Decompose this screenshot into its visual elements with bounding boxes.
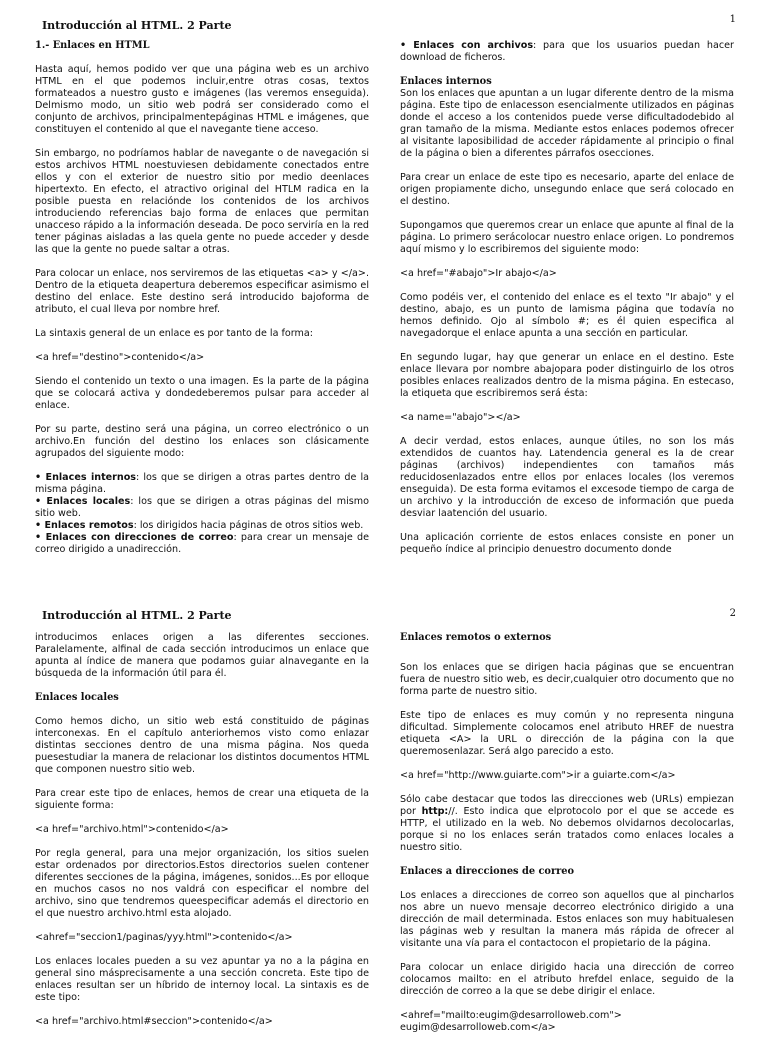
list-item-label: • Enlaces remotos [35,520,134,531]
paragraph: Por regla general, para una mejor organización, los sitios suelen estar ordenados por directorios.Estos directorios suelen contener diferentes secciones de la página, imágenes, sonidos...Es por elloque en muchos casos no nos valdrá con especificar el nombre del archivo, sino que tendremos queespecificar además el directorio en el que nuestro archivo.html esta alojado. [35,848,369,919]
code-example: <ahref="mailto:eugim@desarrolloweb.com"> [400,1010,622,1021]
paragraph: Son los enlaces que se dirigen hacia páginas que se encuentran fuera de nuestro sitio web, es decir,cualquier otro documento que no forma parte de nuestro sitio. [400,662,734,697]
page-number: 2 [729,608,736,619]
code-example: <a href="#abajo">Ir abajo</a> [400,268,557,279]
paragraph: Son los enlaces que apuntan a un lugar diferente dentro de la misma página. Este tipo de enlacesson esencialmente utilizados en páginas donde el acceso a los contenidos puede verse dificultadodebido al gran tamaño de la misma. Mediante estos enlaces podemos ofrecer al visitante laposibilidad de acceder rápidamente al principio o final de la página o bien a diferentes párrafos osecciones. [400,88,734,159]
paragraph: Para colocar un enlace dirigido hacia una dirección de correo colocamos mailto: en el atributo hrefdel enlace, seguido de la dirección de correo a la que se debe dirigir el enlace. [400,962,734,997]
right-column [400,632,734,1034]
paragraph: Sin embargo, no podríamos hablar de navegante o de navegación si estos archivos HTML noestuviesen debidamente conectados entre ellos y con el exterior de nuestro sitio por medio deenlaces hipertexto. En efecto, el atractivo original del HTLM radica en la posible puesta en relaciónde los contenidos de los archivos introduciendo referencias bajo forma de enlaces que permitan unacceso rápido a la información deseada. De poco serviría en la red tener páginas aisladas a las quela gente no puede acceder y desde las que la gente no puede saltar a otras. [35,148,369,255]
list-item-label: • Enlaces con archivos [400,40,534,51]
paragraph: Como hemos dicho, un sitio web está constituido de páginas interconexas. En el capítulo anteriorhemos visto como enlazar distintas secciones dentro de una misma página. Nos queda puesestudiar la manera de relacionar los distintos documentos HTML que componen nuestro sitio web. [35,716,369,775]
code-example: <a href="archivo.html">contenido</a> [35,824,229,835]
text-run: Sólo cabe destacar que todos las direcciones web (URLs) empiezan por [400,794,734,817]
code-example: <ahref="seccion1/paginas/yyy.html">contenido</a> [35,932,293,943]
list-item-label: • Enlaces con direcciones de correo [35,532,234,543]
list-item [400,40,734,64]
section-heading: Enlaces remotos o externos [400,632,552,643]
paragraph: En segundo lugar, hay que generar un enlace en el destino. Este enlace llevara por nombre abajopara poder distinguirlo de los otros posibles enlaces realizados dentro de la misma página. En estecaso, la etiqueta que escribiremos será ésta: [400,352,734,399]
paragraph: A decir verdad, estos enlaces, aunque útiles, no son los más extendidos de cuantos hay. Latendencia general es la de crear páginas (archivos) independientes con tamaños más reducidosenlazados entre ellos por enlaces locales (los veremos enseguida). De esta forma evitamos el excesode tiempo de carga de un archivo y la introducción de exceso de información que pueda desviar laatención del usuario. [400,436,734,519]
paragraph: introducimos enlaces origen a las diferentes secciones. Paralelamente, alfinal de cada sección introducimos un enlace que apunta al índice de manera que podamos guiar alnavegante en la búsqueda de la información útil para él. [35,632,369,679]
paragraph: Los enlaces a direcciones de correo son aquellos que al pincharlos nos abre un nuevo mensaje decorreo electrónico dirigido a una dirección de mail determinada. Estos enlaces son muy habitualesen las páginas web y resultan la manera más rápida de ofrecer al visitante una vía para el contactocon el propietario de la página. [400,890,734,949]
paragraph [400,794,734,854]
list-item-text: : los dirigidos hacia páginas de otros sitios web. [133,520,364,531]
list-item-text: : para que los usuarios puedan hacer download de ficheros. [400,40,734,63]
list-item-label: • Enlaces locales [35,496,131,507]
text-run-bold: http: [421,806,449,817]
code-example: <a href="archivo.html#seccion">contenido</a> [35,1016,273,1027]
section-heading: Enlaces locales [35,692,119,703]
list-item-text: : los que se dirigen a otras partes dentro de la misma página. [35,472,370,495]
list-item [35,520,369,532]
list-item-text: : para crear un mensaje de correo dirigido a unadirección. [35,532,369,555]
paragraph: Una aplicación corriente de estos enlaces consiste en poner un pequeño índice al principio denuestro documento donde [400,532,734,555]
page-header: Introducción al HTML. 2 Parte [42,609,232,622]
paragraph: Siendo el contenido un texto o una imagen. Es la parte de la página que se colocará activa y dondedeberemos pulsar para acceder al enlace. [35,376,369,411]
page-header: Introducción al HTML. 2 Parte [42,19,232,32]
section-heading: Enlaces internos [400,76,492,87]
paragraph: La sintaxis general de un enlace es por tanto de la forma: [35,328,313,339]
list-item-text: : los que se dirigen a otras páginas del mismo sitio web. [35,496,369,519]
page-2 [0,600,768,1033]
list-item-label: • Enlaces internos [35,472,137,483]
section-heading: 1.- Enlaces en HTML [35,40,150,51]
paragraph: Supongamos que queremos crear un enlace que apunte al final de la página. Lo primero serácolocar nuestro enlace origen. Lo pondremos aquí mismo y lo escribiremos del siguiente modo: [400,220,734,255]
paragraph: Hasta aquí, hemos podido ver que una página web es un archivo HTML en el que podemos incluir,entre otras cosas, textos formateados a nuestro gusto e imágenes (las veremos enseguida). Delmismo modo, un sitio web podrá ser considerado como el conjunto de archivos, principalmentepáginas HTML e imágenes, que constituyen el contenido al que el navegante tiene acceso. [35,64,369,135]
list-item [35,532,369,556]
list-item [35,472,369,496]
paragraph: Como podéis ver, el contenido del enlace es el texto "Ir abajo" y el destino, abajo, es un punto de lamisma página que todavía no hemos definido. Ojo al símbolo #; es él quien especifica al navegadorque el enlace apunta a una sección en particular. [400,292,734,339]
list-item [35,496,369,520]
section-heading: Enlaces a direcciones de correo [400,866,575,877]
text-run: //. Esto indica que elprotocolo por el que se accede es HTTP, el utilizado en la web. No debemos olvidarnos decolocarlas, porque si no los enlaces serán tratados como enlaces locales a nuestro sitio. [400,806,734,853]
left-column [35,40,369,568]
code-example: <a href="http://www.guiarte.com">ir a guiarte.com</a> [400,770,676,781]
code-example: <a name="abajo"></a> [400,412,521,423]
paragraph: Para crear este tipo de enlaces, hemos de crear una etiqueta de la siguiente forma: [35,788,369,811]
code-example: <a href="destino">contenido</a> [35,352,205,363]
page-number: 1 [729,14,736,25]
paragraph: Este tipo de enlaces es muy común y no representa ninguna dificultad. Simplemente colocamos enel atributo HREF de nuestra etiqueta <A> la URL o dirección de la página con la que queremosenlazar. Será algo parecido a esto. [400,710,734,757]
paragraph: Los enlaces locales pueden a su vez apuntar ya no a la página en general sino másprecisamente a una sección concreta. Este tipo de enlaces resultan ser un híbrido de internoy local. La sintaxis es de este tipo: [35,956,369,1003]
left-column [35,632,369,1040]
paragraph: Para colocar un enlace, nos serviremos de las etiquetas <a> y </a>. Dentro de la etiqueta deapertura deberemos especificar asimismo el destino del enlace. Este destino será introducido bajoforma de atributo, el cual lleva por nombre href. [35,268,369,315]
paragraph: Para crear un enlace de este tipo es necesario, aparte del enlace de origen propiamente dicho, unsegundo enlace que será colocado en el destino. [400,172,734,207]
code-example: eugim@desarrolloweb.com</a> [400,1022,556,1033]
right-column [400,40,734,568]
paragraph: Por su parte, destino será una página, un correo electrónico o un archivo.En función del destino los enlaces son clásicamente agrupados del siguiente modo: [35,424,369,459]
